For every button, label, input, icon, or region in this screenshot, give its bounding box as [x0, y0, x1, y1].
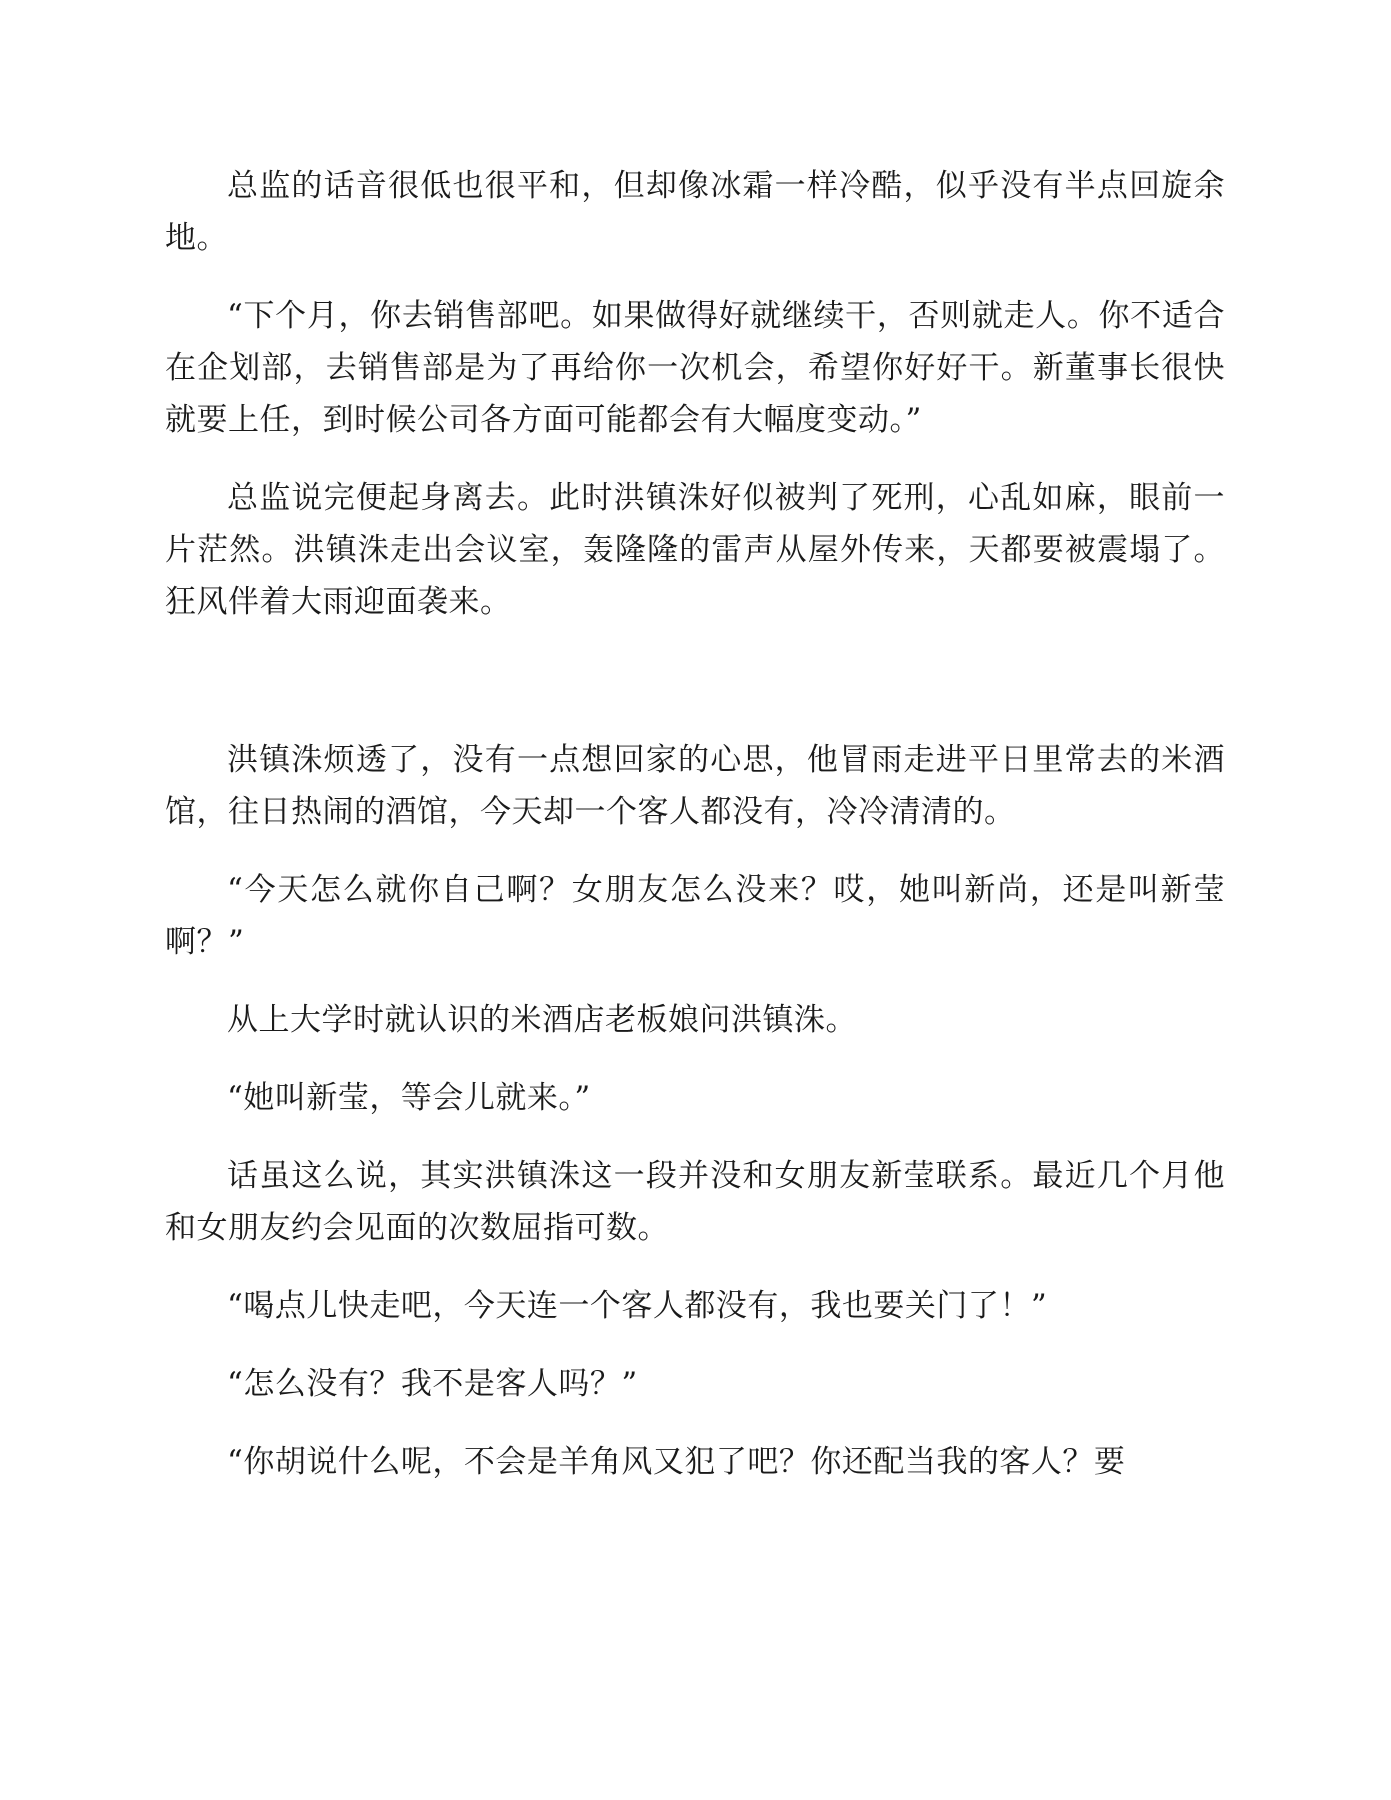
paragraph: “她叫新莹，等会儿就来。” [227, 1080, 591, 1116]
document-body [165, 160, 1225, 1514]
paragraph: 洪镇洙烦透了，没有一点想回家的心思，他冒雨走进平日里常去的米酒馆，往日热闹的酒馆，今天却一个客人都没有，冷冷清清的。 [165, 742, 1225, 830]
paragraph: “怎么没有？我不是客人吗？” [227, 1366, 638, 1402]
paragraph: 话虽这么说，其实洪镇洙这一段并没和女朋友新莹联系。最近几个月他和女朋友约会见面的次数屈指可数。 [165, 1158, 1225, 1246]
paragraph: “喝点儿快走吧，今天连一个客人都没有，我也要关门了！” [227, 1288, 1048, 1324]
paragraph: 总监说完便起身离去。此时洪镇洙好似被判了死刑，心乱如麻，眼前一片茫然。洪镇洙走出会议室，轰隆隆的雷声从屋外传来，天都要被震塌了。狂风伴着大雨迎面袭来。 [165, 480, 1225, 620]
paragraph: “下个月，你去销售部吧。如果做得好就继续干，否则就走人。你不适合在企划部，去销售部是为了再给你一次机会，希望你好好干。新董事长很快就要上任，到时候公司各方面可能都会有大幅度变动。” [165, 298, 1225, 438]
paragraph: 总监的话音很低也很平和，但却像冰霜一样冷酷，似乎没有半点回旋余地。 [165, 168, 1225, 256]
paragraph: “你胡说什么呢，不会是羊角风又犯了吧？你还配当我的客人？要 [227, 1444, 1126, 1480]
paragraph: 从上大学时就认识的米酒店老板娘问洪镇洙。 [227, 1002, 857, 1038]
section-break [165, 654, 1225, 734]
paragraph: “今天怎么就你自己啊？女朋友怎么没来？哎，她叫新尚，还是叫新莹啊？” [165, 872, 1225, 960]
